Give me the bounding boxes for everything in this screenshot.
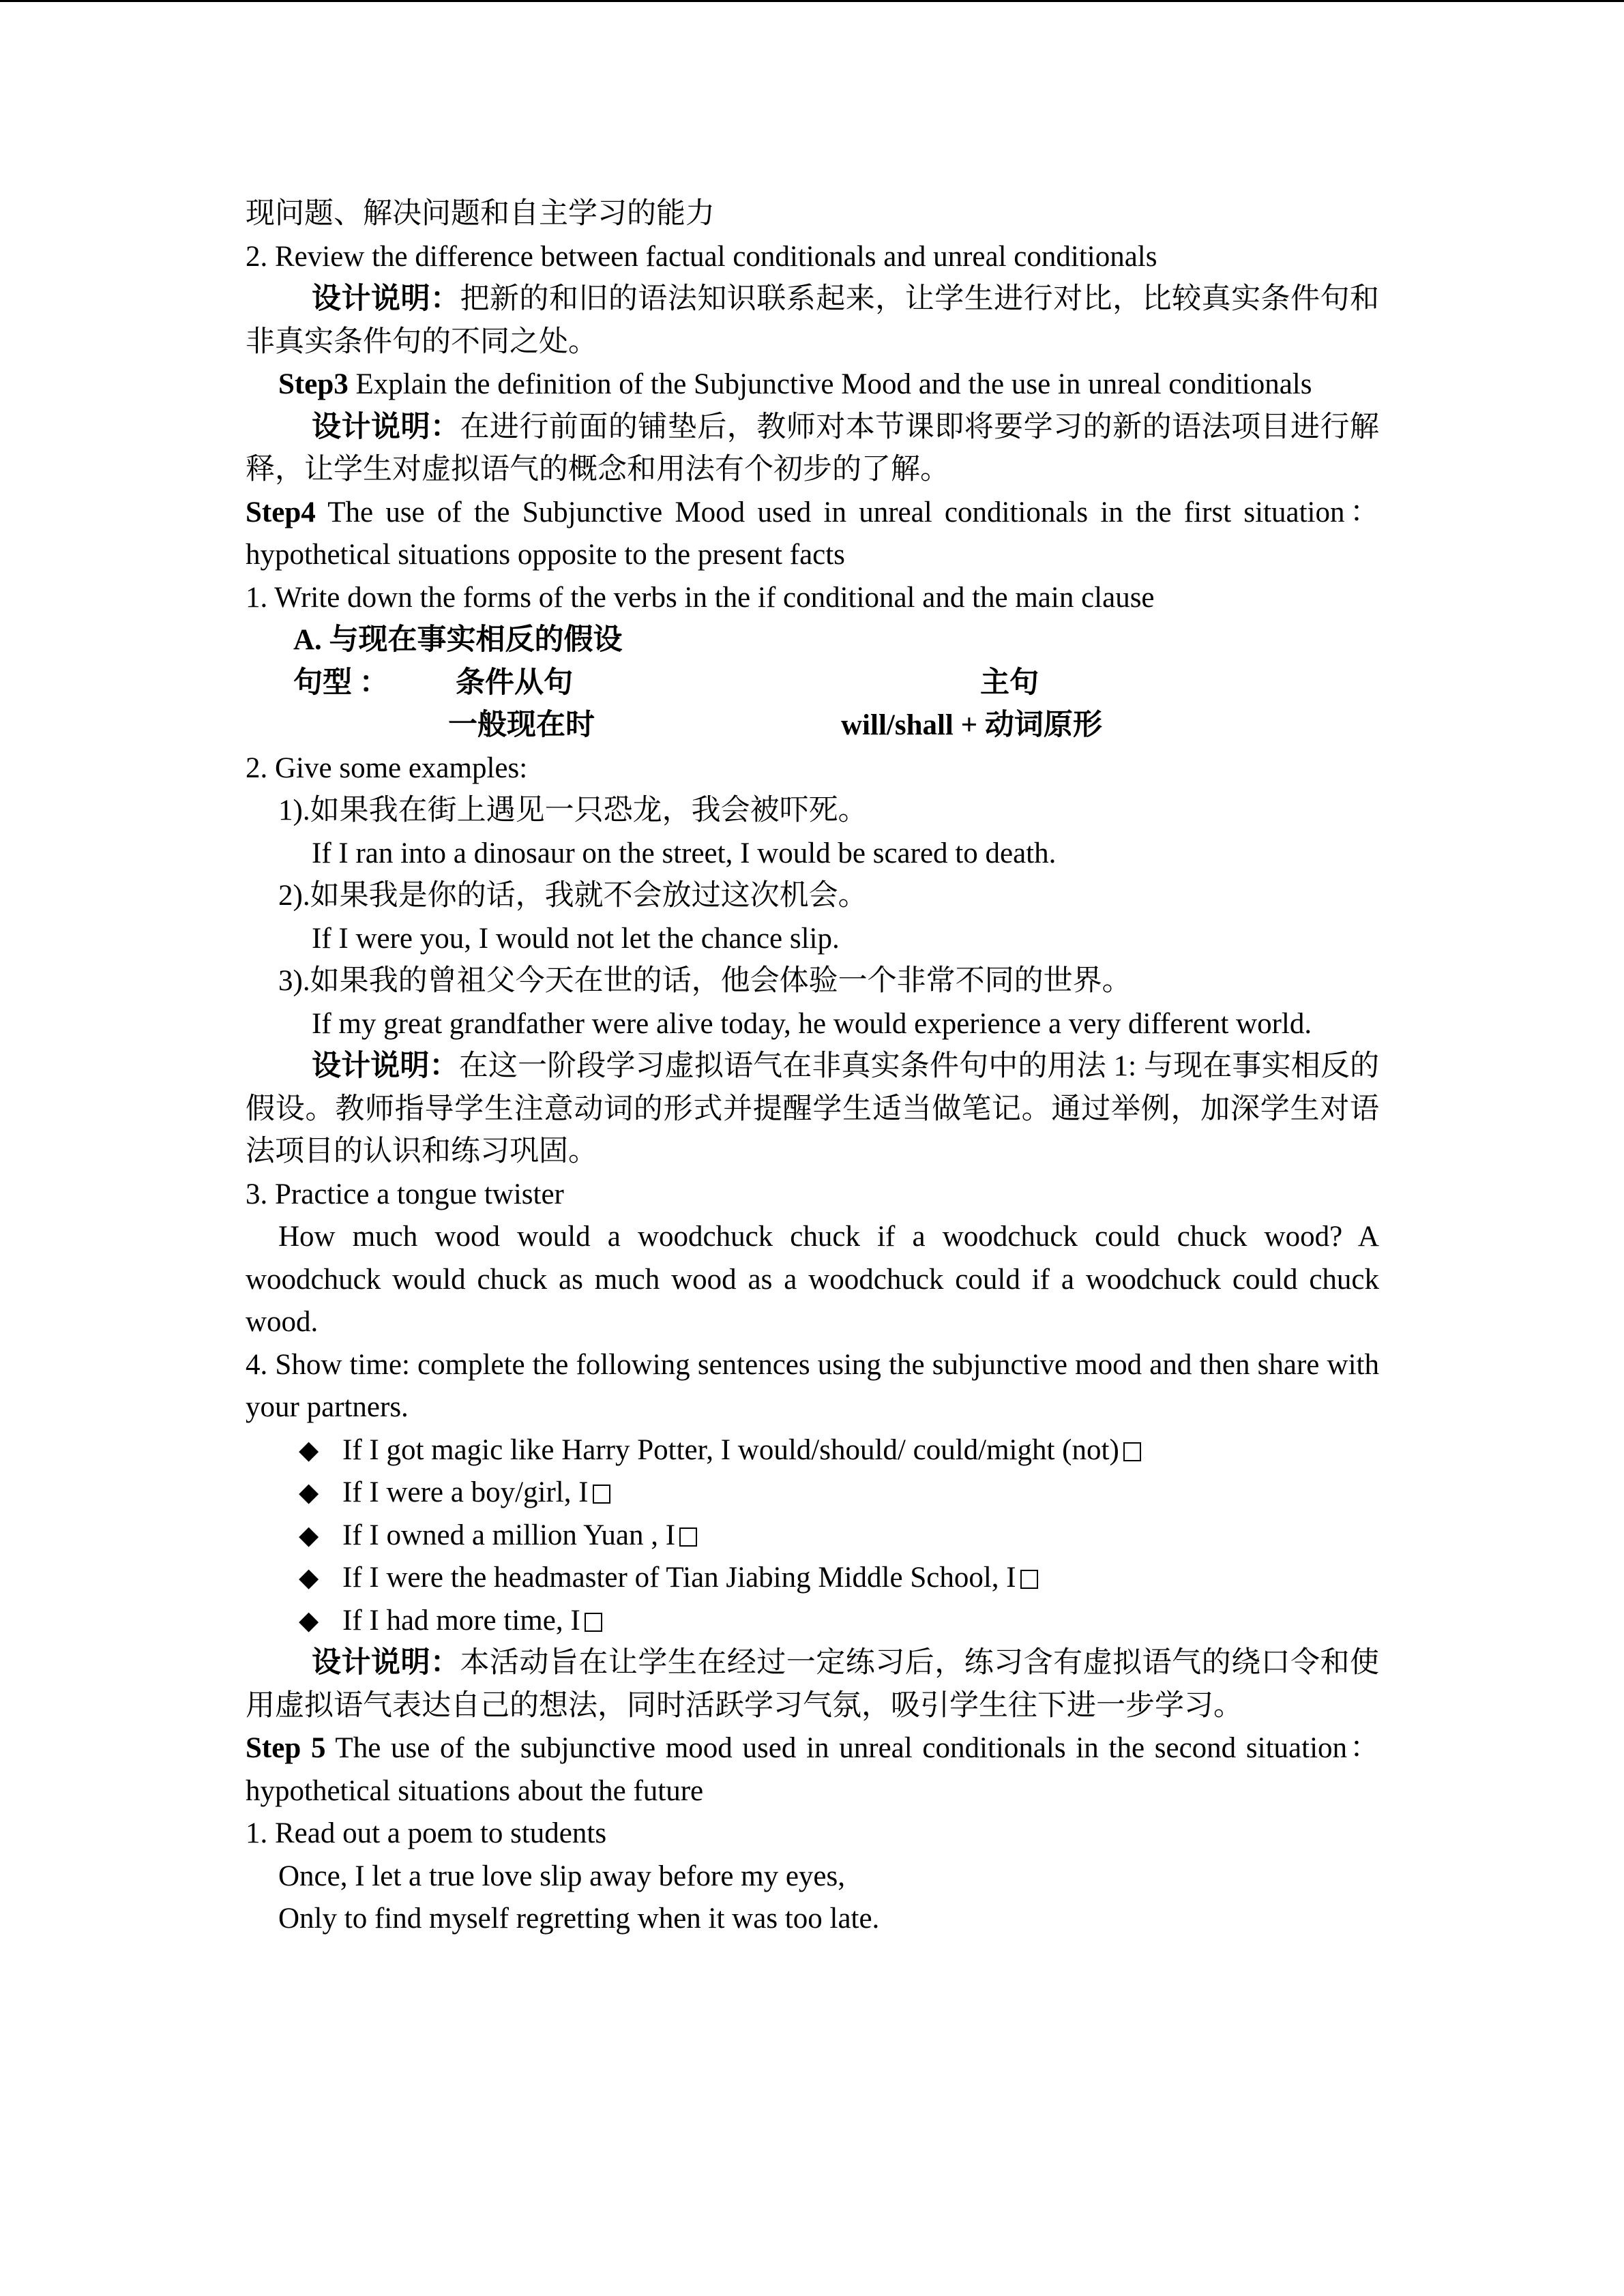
continued-line: 现问题、解决问题和自主学习的能力 [246,198,715,230]
pattern-main-header: 主句 [980,666,1039,699]
step3-heading [246,363,1379,406]
step5-text: The use of the subjunctive mood used in unreal conditionals in the second situation：hypothetical situations about the future [246,1732,1379,1807]
step5-label: Step 5 [246,1732,326,1764]
document-page [246,193,1379,1941]
note-label: 设计说明： [312,1050,459,1082]
note-label: 设计说明： [312,1647,460,1679]
example-cn-2: 2).如果我是你的话，我就不会放过这次机会。 [278,880,868,912]
pattern-condition-tense: 一般现在时 [448,709,595,741]
pattern-condition-header: 条件从句 [456,666,573,699]
diamond-bullet-icon: ◆ [299,1606,319,1635]
diamond-bullet-icon: ◆ [299,1435,319,1465]
example-cn-3: 3).如果我的曾祖父今天在世的话，他会体验一个非常不同的世界。 [278,965,1132,997]
pattern-main-form: will/shall + 动词原形 [841,709,1102,741]
blank-box-icon [593,1485,610,1504]
example-en-3: If my great grandfather were alive today, he would experience a very different world. [312,1007,1312,1040]
diamond-bullet-icon: ◆ [299,1478,319,1507]
diamond-bullet-icon: ◆ [299,1564,319,1592]
blank-box-icon [679,1527,697,1547]
example-en-2: If I were you, I would not let the chance slip. [312,922,840,955]
diamond-bullet-icon: ◆ [299,1521,319,1550]
list-item-text: If I had more time, I [342,1604,580,1637]
list-item [246,1472,1379,1515]
list-item [246,1557,1379,1600]
step4-text: The use of the Subjunctive Mood used in unreal conditionals in the first situation：hypothetical situations opposite to the present facts [246,496,1379,571]
note-text: 在进行前面的铺垫后，教师对本节课即将要学习的新的语法项目进行解释，让学生对虚拟语气的概念和用法有个初步的了解。 [246,411,1380,486]
step4-item-3: 3. Practice a tongue twister [246,1178,564,1210]
step4-heading [246,492,1379,577]
design-note-1 [246,278,1379,363]
poem-line-1: Once, I let a true love slip away before my eyes, [278,1860,846,1892]
list-item-text: If I owned a million Yuan , I [342,1519,676,1551]
list-item-text: If I were a boy/girl, I [342,1476,589,1508]
blank-box-icon [585,1613,602,1632]
design-note-3 [246,1045,1379,1174]
pattern-row-2 [246,704,1379,747]
example-en-1: If I ran into a dinosaur on the street, I would be scared to death. [312,837,1057,869]
design-note-4 [246,1642,1379,1727]
list-item [246,1515,1379,1557]
step4-item-1: 1. Write down the forms of the verbs in the if conditional and the main clause [246,581,1155,614]
step4-item-4: 4. Show time: complete the following sentences using the subjunctive mood and then share with your partners. [246,1348,1379,1423]
show-time-list [246,1429,1379,1643]
list-item-text: If I got magic like Harry Potter, I would/should/ could/might (not) [342,1433,1119,1466]
step5-heading [246,1727,1379,1813]
example-cn-1: 1).如果我在街上遇见一只恐龙，我会被吓死。 [278,794,868,826]
note-label: 设计说明： [312,283,460,315]
list-item [246,1429,1379,1472]
step4-label: Step4 [246,496,316,528]
pattern-row-1 [246,662,1379,705]
note-label: 设计说明： [312,411,460,443]
review-item: 2. Review the difference between factual conditionals and unreal conditionals [246,240,1157,273]
pattern-title-row [246,619,1379,662]
list-item [246,1600,1379,1643]
note-text: 本活动旨在让学生在经过一定练习后，练习含有虚拟语气的绕口令和使用虚拟语气表达自己的想法，同时活跃学习气氛，吸引学生往下进一步学习。 [246,1647,1380,1722]
note-text: 在这一阶段学习虚拟语气在非真实条件句中的用法 1: 与现在事实相反的假设。教师指导学生注意动词的形式并提醒学生适当做笔记。通过举例，加深学生对语法项目的认识和练习巩固。 [246,1050,1379,1167]
step4-item-2: 2. Give some examples: [246,751,528,784]
list-item-text: If I were the headmaster of Tian Jiabing Middle School, I [342,1562,1016,1594]
design-note-2 [246,406,1379,492]
step5-item-1: 1. Read out a poem to students [246,1817,607,1849]
blank-box-icon [1123,1442,1141,1461]
step3-label: Step3 [278,368,349,400]
poem-line-2: Only to find myself regretting when it was too late. [278,1903,880,1935]
pattern-label: 句型 ： [293,666,389,699]
blank-box-icon [1020,1570,1038,1589]
pattern-title: A. 与现在事实相反的假设 [293,624,623,656]
note-text: 把新的和旧的语法知识联系起来，让学生进行对比，比较真实条件句和非真实条件句的不同之处。 [246,283,1380,358]
tongue-twister: How much wood would a woodchuck chuck if a woodchuck could chuck wood? A woodchuck would chuck as much wood as a woodchuck could if a woodchuck could chuck wood. [246,1221,1379,1338]
step3-text: Explain the definition of the Subjunctive Mood and the use in unreal conditionals [348,368,1312,400]
page-top-border [0,0,1624,2]
